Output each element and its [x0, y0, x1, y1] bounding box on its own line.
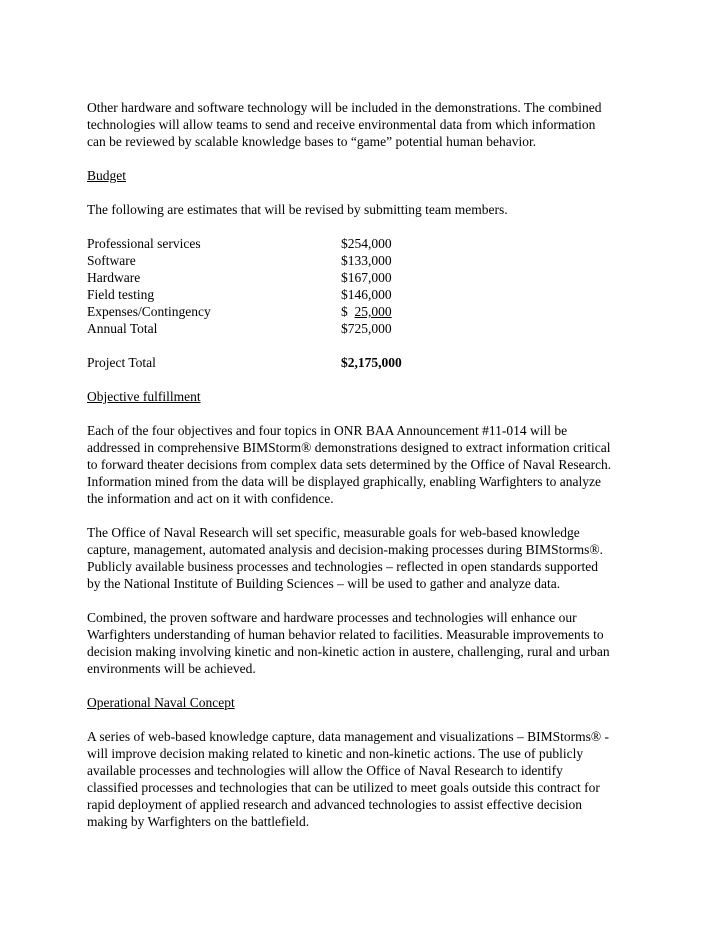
text-line: to forward theater decisions from complex data sets determined by the Office of Naval Research. — [87, 457, 612, 472]
objective-paragraph-2 — [87, 524, 647, 592]
budget-amount: $133,000 — [341, 253, 392, 268]
budget-row — [87, 303, 402, 320]
objective-paragraph-3 — [87, 609, 647, 677]
text-line: by the National Institute of Building Sciences – will be used to gather and analyze data. — [87, 576, 561, 591]
budget-amount: $725,000 — [341, 321, 392, 336]
budget-row — [87, 286, 402, 303]
text-line: A series of web-based knowledge capture, data management and visualizations – BIMStorms® - — [87, 729, 609, 744]
text-line: Publicly available business processes and technologies – reflected in open standards supported — [87, 559, 598, 574]
budget-row — [87, 235, 402, 252]
project-total-amount: $2,175,000 — [341, 355, 402, 370]
budget-label: Professional services — [87, 236, 201, 251]
budget-amount-value: 25,000 — [354, 304, 392, 319]
budget-row — [87, 252, 402, 269]
objective-paragraph-1 — [87, 422, 647, 507]
objective-heading: Objective fulfillment — [87, 389, 201, 404]
text-line: rapid deployment of applied research and advanced technologies to assist effective decision — [87, 797, 582, 812]
operational-heading: Operational Naval Concept — [87, 695, 235, 710]
budget-heading: Budget — [87, 168, 126, 183]
budget-row — [87, 320, 402, 337]
budget-table — [87, 235, 402, 371]
document-page — [87, 99, 647, 830]
budget-label: Software — [87, 253, 136, 268]
budget-intro: The following are estimates that will be revised by submitting team members. — [87, 202, 508, 217]
budget-label: Hardware — [87, 270, 141, 285]
text-line: capture, management, automated analysis and decision-making processes during BIMStorms®. — [87, 542, 604, 557]
text-line: available processes and technologies will allow the Office of Naval Research to identify — [87, 763, 563, 778]
text-line: Warfighters understanding of human behavior related to facilities. Measurable improvements to — [87, 627, 604, 642]
text-line: Each of the four objectives and four topics in ONR BAA Announcement #11-014 will be — [87, 423, 568, 438]
text-line: making by Warfighters on the battlefield. — [87, 814, 310, 829]
text-line: decision making involving kinetic and non-kinetic action in austere, challenging, rural and urban — [87, 644, 610, 659]
text-line: technologies will allow teams to send and receive environmental data from which information — [87, 117, 596, 132]
text-line: classified processes and technologies that can be utilized to meet goals outside this contract for — [87, 780, 600, 795]
budget-amount — [341, 303, 402, 320]
text-line: can be reviewed by scalable knowledge bases to “game” potential human behavior. — [87, 134, 537, 149]
operational-paragraph — [87, 728, 647, 830]
budget-amount: $146,000 — [341, 287, 392, 302]
text-line: environments will be achieved. — [87, 661, 256, 676]
text-line: addressed in comprehensive BIMStorm® demonstrations designed to extract information critical — [87, 440, 611, 455]
budget-amount: $254,000 — [341, 236, 392, 251]
budget-amount: $167,000 — [341, 270, 392, 285]
project-total-label: Project Total — [87, 355, 156, 370]
text-line: the information and act on it with confidence. — [87, 491, 334, 506]
text-line: Information mined from the data will be displayed graphically, enabling Warfighters to analyze — [87, 474, 601, 489]
budget-label: Expenses/Contingency — [87, 304, 211, 319]
budget-row — [87, 269, 402, 286]
budget-label: Field testing — [87, 287, 155, 302]
budget-amount-prefix: $ — [341, 304, 355, 319]
text-line: The Office of Naval Research will set specific, measurable goals for web-based knowledge — [87, 525, 580, 540]
project-total-row — [87, 354, 402, 371]
intro-paragraph — [87, 99, 647, 150]
budget-label: Annual Total — [87, 321, 158, 336]
text-line: will improve decision making related to kinetic and non-kinetic actions. The use of publicly — [87, 746, 584, 761]
text-line: Other hardware and software technology will be included in the demonstrations. The combined — [87, 100, 602, 115]
text-line: Combined, the proven software and hardware processes and technologies will enhance our — [87, 610, 577, 625]
